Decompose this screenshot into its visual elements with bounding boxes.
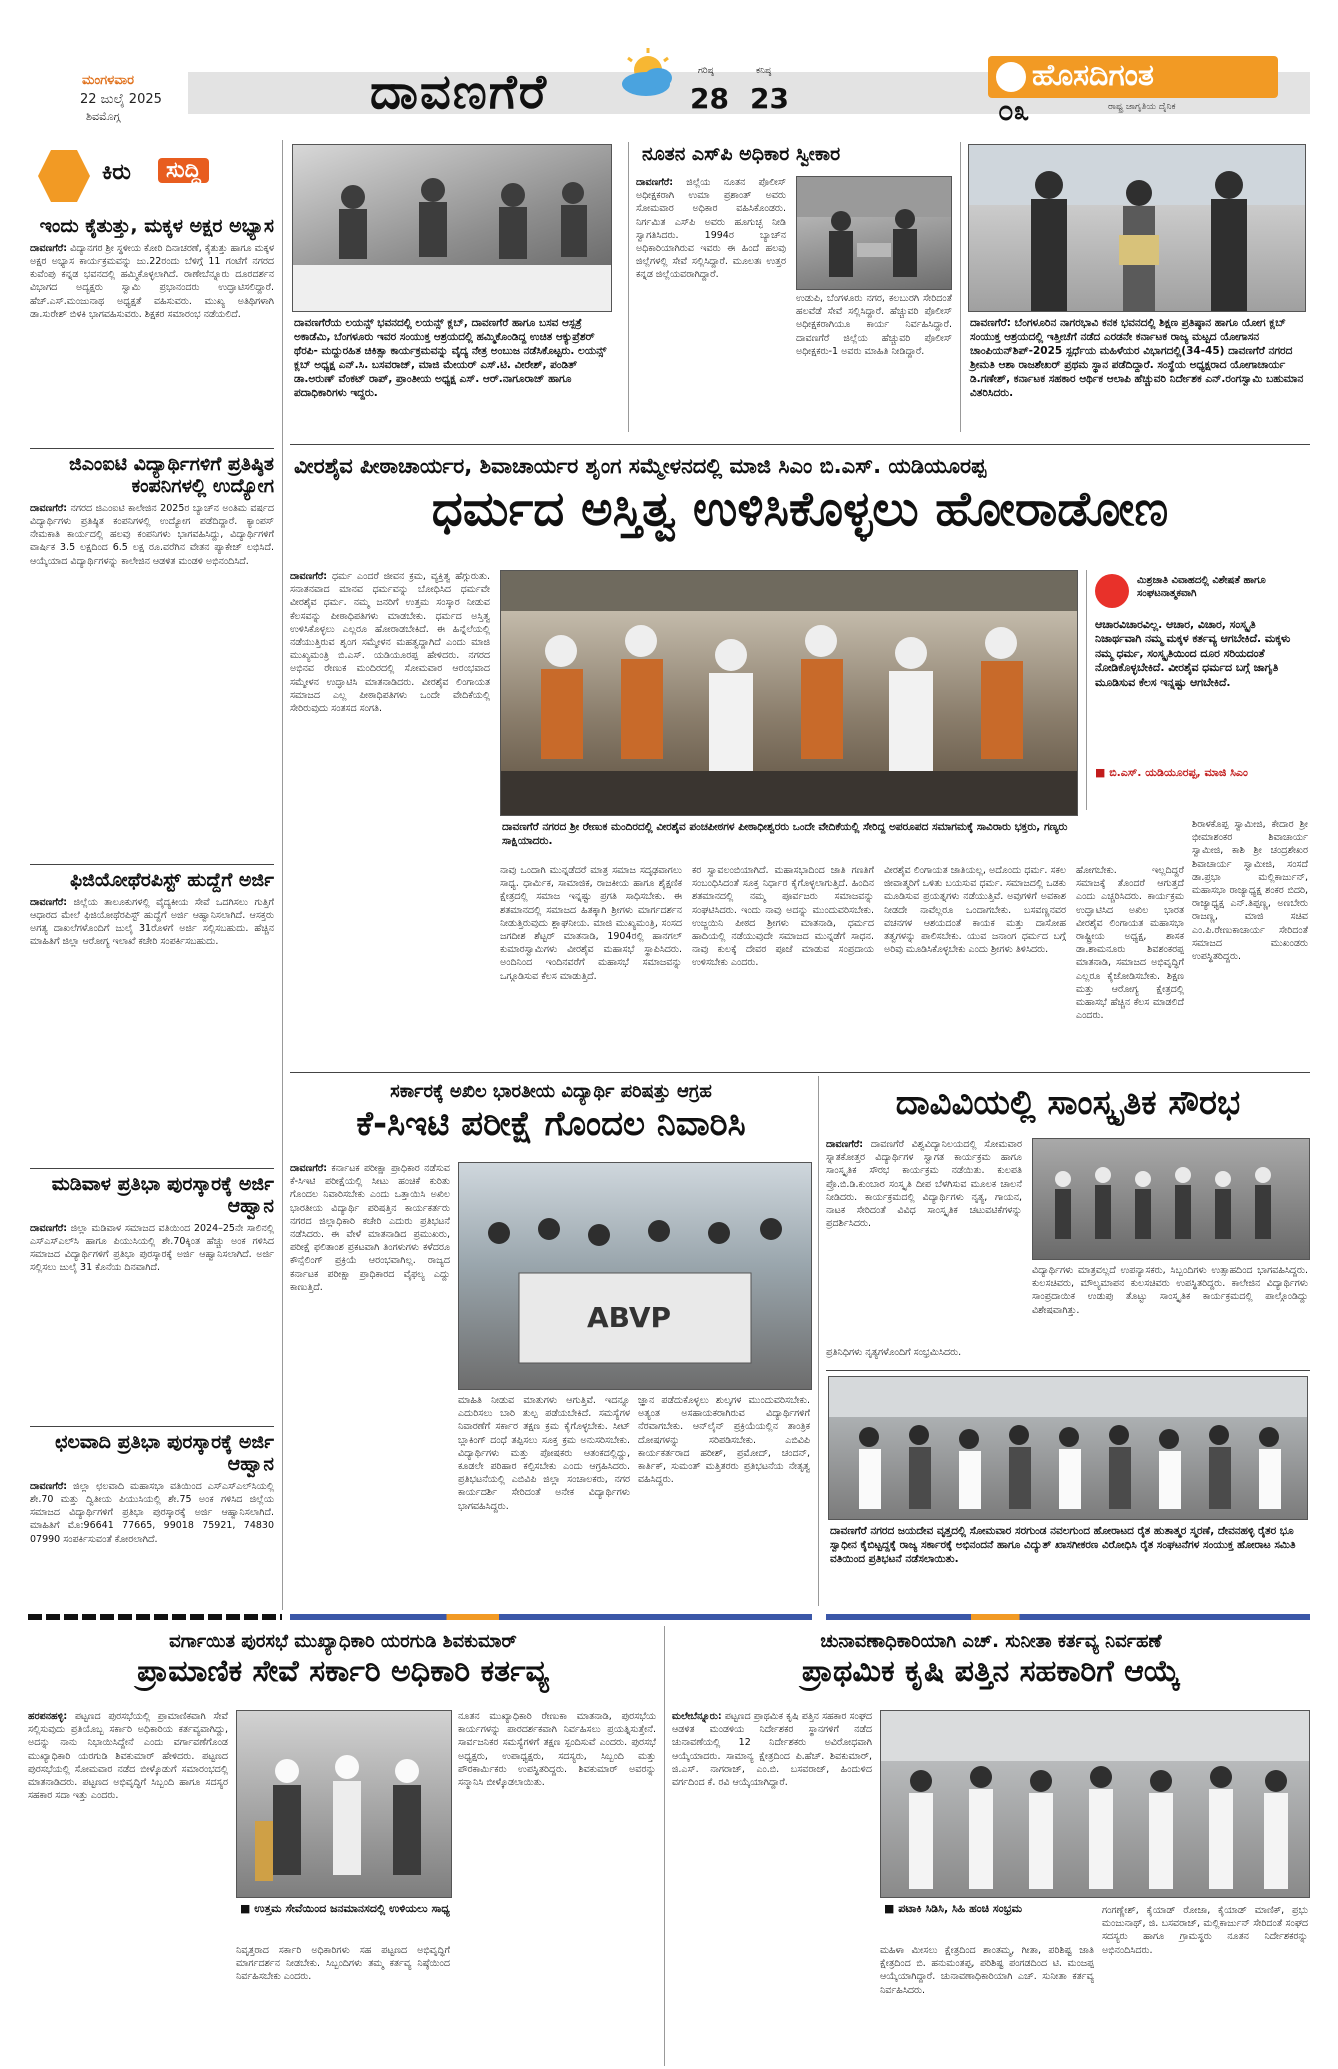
kcet-body-3: ಜ್ಞಾನ ಪಡೆದುಕೊಳ್ಳಲು ಶುಲ್ಕಗಳ ಮುಂದುವರಿಸಬೇಕು. ಅತ್ಯಂತ ಅಸಹಾಯಕರಾಗಿರುವ ವಿದ್ಯಾರ್ಥಿಗಳಿಗೆ ನೆರವಾಗಬೇಕು. ಆನ್‌ಲೈನ್ ಪ್ರಕ್ರಿಯೆಯಲ್ಲಿನ ತಾಂತ್ರಿಕ ದೋಷಗಳನ್ನು ಸರಿಪಡಿಸಬೇಕು. ಎಬಿವಿಪಿ ಕಾರ್ಯಕರ್ತರಾದ ಹರೀಶ್, ಪ್ರಮೋದ್, ಚಂದನ್, ಕಾರ್ತಿಕ್, ಸುಮಂತ್ ಮತ್ತಿತರರು ಪ್ರತಿಭಟನೆಯ ನೇತೃತ್ವ ವಹಿಸಿದ್ದರು. <box>638 1395 810 1486</box>
weather-min-label: ಕನಿಷ್ಠ <box>756 66 772 76</box>
bottom-left-kicker: ವರ್ಗಾಯಿತ ಪುರಸಭೆ ಮುಖ್ಯಾಧಿಕಾರಿ ಯರಗುಡಿ ಶಿವಕುಮಾರ್ <box>169 1631 517 1652</box>
bottom-right-body-1: ಪಟ್ಟಣದ ಪ್ರಾಥಮಿಕ ಕೃಷಿ ಪತ್ತಿನ ಸಹಕಾರ ಸಂಘದ ಆಡಳಿತ ಮಂಡಳಿಯ ನಿರ್ದೇಶಕರ ಸ್ಥಾನಗಳಿಗೆ ನಡೆದ ಚುನಾವಣೆಯಲ್ಲಿ 12 ನಿರ್ದೇಶಕರು ಅವಿರೋಧವಾಗಿ ಆಯ್ಕೆಯಾದರು. ಸಾಮಾನ್ಯ ಕ್ಷೇತ್ರದಿಂದ ಪಿ.ಹೆಚ್. ಶಿವಕುಮಾರ್, ಜಿ.ಎಸ್. ನಾಗರಾಜ್, ಎಂ.ಬಿ. ಬಸವರಾಜ್, ಹಿಂದುಳಿದ ವರ್ಗದಿಂದ ಕೆ. ರವಿ ಆಯ್ಕೆಯಾಗಿದ್ದಾರೆ. <box>672 1711 872 1789</box>
davivi-body-1: ದಾವಣಗೆರೆ ವಿಶ್ವವಿದ್ಯಾನಿಲಯದಲ್ಲಿ ಸೋಮವಾರ ಸ್ನಾತಕೋತ್ತರ ವಿದ್ಯಾರ್ಥಿಗಳ ಸ್ವಾಗತ ಕಾರ್ಯಕ್ರಮ ಹಾಗೂ ಸಾಂಸ್ಕೃತಿಕ ಸೌರಭ ಕಾರ್ಯಕ್ರಮ ನಡೆಯಿತು. ಕುಲಪತಿ ಪ್ರೊ.ಬಿ.ಡಿ.ಕುಂಬಾರ ಸಂಸ್ಕೃತಿ ದೀಪ ಬೆಳಗಿಸುವ ಮೂಲಕ ಚಾಲನೆ ನೀಡಿದರು. ಕಾರ್ಯಕ್ರಮದಲ್ಲಿ ವಿದ್ಯಾರ್ಥಿಗಳು ನೃತ್ಯ, ಗಾಯನ, ನಾಟಕ ಸೇರಿದಂತೆ ವಿವಿಧ ಸಾಂಸ್ಕೃತಿಕ ಚಟುವಟಿಕೆಗಳನ್ನು ಪ್ರದರ್ಶಿಸಿದರು. <box>826 1139 1022 1230</box>
weather-min-value: 23 <box>750 82 789 115</box>
paper-name: ಹೊಸದಿಗಂತ <box>1032 58 1154 93</box>
top-story-2-body-b: ಉಡುಪಿ, ಬೆಂಗಳೂರು ನಗರ, ಕಲಬುರಗಿ ಸೇರಿದಂತೆ ಹಲವೆಡೆ ಸೇವೆ ಸಲ್ಲಿಸಿದ್ದಾರೆ. ಹೆಚ್ಚುವರಿ ಪೊಲೀಸ್ ಅಧೀಕ್ಷಕರಾಗಿಯೂ ಕಾರ್ಯ ನಿರ್ವಹಿಸಿದ್ದಾರೆ. ದಾವಣಗೆರೆ ಜಿಲ್ಲೆಯ ಹೆಚ್ಚುವರಿ ಪೊಲೀಸ್ ಅಧೀಕ್ಷಕರು-1 ಅವರು ಮಾಹಿತಿ ನೀಡಿದ್ದಾರೆ. <box>796 293 952 357</box>
bottom-right-kicker: ಚುನಾವಣಾಧಿಕಾರಿಯಾಗಿ ಎಚ್. ಸುನೀತಾ ಕರ್ತವ್ಯ ನಿರ್ವಹಣೆ <box>820 1631 1162 1652</box>
kcet-col-3 <box>638 1394 810 1602</box>
column-rule <box>628 142 629 432</box>
kcet-headline: ಕೆ-ಸಿಇಟಿ ಪರೀಕ್ಷೆ ಗೊಂದಲ ನಿವಾರಿಸಿ <box>356 1103 746 1144</box>
brief-dateline: ದಾವಣಗೆರೆ: <box>30 896 68 908</box>
farmers-protest-photo <box>828 1376 1308 1520</box>
lead-col-1 <box>290 570 490 946</box>
paper-logo <box>988 56 1278 127</box>
section-rule <box>290 1072 1310 1073</box>
top-story-1-caption: ದಾವಣಗೆರೆಯ ಲಯನ್ಸ್ ಭವನದಲ್ಲಿ ಲಯನ್ಸ್ ಕ್ಲಬ್, ದಾವಣಗೆರೆ ಹಾಗೂ ಬಸವ ಆಸ್ಪತ್ರೆ ಅಕಾಡೆಮಿ, ಬೆಂಗಳೂರು ಇವರ ಸಂಯುಕ್ತ ಆಶ್ರಯದಲ್ಲಿ ಹಮ್ಮಿಕೊಂಡಿದ್ದ ಉಚಿತ ಆಕ್ಯುಪ್ರೆಶರ್ ಥೆರಪಿ- ಮದ್ದುರಹಿತ ಚಿಕಿತ್ಸಾ ಕಾರ್ಯಕ್ರಮವನ್ನು ವೈದ್ಯ ನೇತ್ರ ಅಂಬುಜ ನಡೆಸಿಕೊಟ್ಟರು. ಲಯನ್ಸ್ ಕ್ಲಬ್ ಅಧ್ಯಕ್ಷ ಎನ್.ಸಿ. ಬಸವರಾಜ್, ಮಾಜಿ ಮೇಯರ್ ಎಸ್.ಟಿ. ವೀರೇಶ್, ಪಂಡಿತ್ ಡಾ.ಅರುಣ್ ವೆಂಕಟ್ ರಾಪ್, ಪ್ರಾಂತೀಯ ಅಧ್ಯಕ್ಷ ಎಸ್. ಆರ್.ನಾಗೂರಾಜ್ ಹಾಗೂ ಪದಾಧಿಕಾರಿಗಳು ಇದ್ದರು. <box>294 317 607 399</box>
brief-body: ವಿದ್ಯಾನಗರ ಶ್ರೀ ಸ್ಥಳೀಯ ಕೋರಿ ದಿನಾಚರಣೆ, ಕೈತುತ್ತು ಹಾಗೂ ಮಕ್ಕಳ ಅಕ್ಷರ ಅಭ್ಯಾಸ ಕಾರ್ಯಕ್ರಮವನ್ನು ಜು.22ರಂದು ಬೆಳಿಗ್ಗೆ 11 ಗಂಟೆಗೆ ನಗರದ ಕುವೆಂಪು ಕನ್ನಡ ಭವನದಲ್ಲಿ ಹಮ್ಮಿಕೊಳ್ಳಲಾಗಿದೆ. ರಾಣೇಬೆನ್ನೂರು ದೂರದರ್ಶನ ವಿಭಾಗದ ಅದ್ಯಕ್ಷರು ಸ್ವಾಮಿ ಪ್ರಭಾನಂದರು ಉದ್ಘಾಟಿಸಲಿದ್ದಾರೆ. ಹೆಚ್.ಎಸ್.ಮಂಜುನಾಥ ಅಧ್ಯಕ್ಷತೆ ವಹಿಸುವರು. ಮುಖ್ಯ ಅತಿಥಿಗಳಾಗಿ ಡಾ.ಸುರೇಶ್ ಬಿಳಕಿ ಭಾಗವಹಿಸುವರು. ಶಿಕ್ಷಕರ ಸಮಾರಂಭ ನಡೆಯಲಿದೆ. <box>30 242 274 320</box>
kcet-col-2 <box>458 1394 630 1602</box>
davivi-col-2 <box>1032 1264 1308 1364</box>
section-separator-bar <box>826 1614 1310 1620</box>
brief-body: ಜಿಲ್ಲಾ ಮಡಿವಾಳ ಸಮಾಜದ ವತಿಯಿಂದ 2024–25ನೇ ಸಾಲಿನಲ್ಲಿ ಎಸ್ಎಸ್ಎಲ್‌ಸಿ ಹಾಗೂ ಪಿಯುಸಿಯಲ್ಲಿ ಶೇ.70ಕ್ಕಿಂತ ಹೆಚ್ಚು ಅಂಕ ಗಳಿಸಿದ ಸಮಾಜದ ವಿದ್ಯಾರ್ಥಿಗಳಿಗೆ ಪ್ರತಿಭಾ ಪುರಸ್ಕಾರಕ್ಕೆ ಅರ್ಜಿ ಆಹ್ವಾನಿಸಲಾಗಿದೆ. ಅರ್ಜಿ ಸಲ್ಲಿಸಲು ಜುಲೈ 31 ಕೊನೆಯ ದಿನವಾಗಿದೆ. <box>30 1222 274 1274</box>
bottom-right-col-2 <box>880 1944 1094 2066</box>
top-story-2-body-a: ಜಿಲ್ಲೆಯ ನೂತನ ಪೊಲೀಸ್ ಅಧೀಕ್ಷಕರಾಗಿ ಉಮಾ ಪ್ರಶಾಂತ್ ಅವರು ಸೋಮವಾರ ಅಧಿಕಾರ ವಹಿಸಿಕೊಂಡರು. ನಿರ್ಗಮಿತ ಎಸ್‌ಪಿ ಅವರು ಹೂಗುಚ್ಛ ನೀಡಿ ಸ್ವಾಗತಿಸಿದರು. 1994ರ ಬ್ಯಾಚ್‌ನ ಅಧಿಕಾರಿಯಾಗಿರುವ ಇವರು ಈ ಹಿಂದೆ ಹಲವು ಜಿಲ್ಲೆಗಳಲ್ಲಿ ಸೇವೆ ಸಲ್ಲಿಸಿದ್ದಾರೆ. ಮೂಲತಃ ಉತ್ತರ ಕನ್ನಡ ಜಿಲ್ಲೆಯವರಾಗಿದ್ದಾರೆ. <box>636 177 786 281</box>
top-story-2-title: ನೂತನ ಎಸ್‌ಪಿ ಅಧಿಕಾರ ಸ್ವೀಕಾರ <box>642 143 841 165</box>
brief-item <box>30 454 274 854</box>
lead-seers-photo <box>500 570 1078 816</box>
bottom-left-body-1: ಪಟ್ಟಣದ ಪುರಸಭೆಯಲ್ಲಿ ಪ್ರಾಮಾಣಿಕವಾಗಿ ಸೇವೆ ಸಲ್ಲಿಸುವುದು ಪ್ರತಿಯೊಬ್ಬ ಸರ್ಕಾರಿ ಅಧಿಕಾರಿಯ ಕರ್ತವ್ಯವಾಗಿದ್ದು, ಅದನ್ನು ನಾನು ನಿಭಾಯಿಸಿದ್ದೇನೆ ಎಂದು ವರ್ಗಾವಣೆಗೊಂಡ ಮುಖ್ಯಾಧಿಕಾರಿ ಯರಗುಡಿ ಶಿವಕುಮಾರ್ ಹೇಳಿದರು. ಪಟ್ಟಣದ ಪುರಸಭೆಯಲ್ಲಿ ಸೋಮವಾರ ನಡೆದ ಬೀಳ್ಕೊಡುಗೆ ಸಮಾರಂಭದಲ್ಲಿ ಮಾತನಾಡಿದರು. ಪಟ್ಟಣದ ಅಭಿವೃದ್ಧಿಗೆ ಸಿಬ್ಬಂದಿ ಹಾಗೂ ಸದಸ್ಯರ ಸಹಕಾರ ಸದಾ ಇತ್ತು ಎಂದರು. <box>28 1711 228 1802</box>
kcet-story <box>290 1076 812 1606</box>
date-label: 22 ಜುಲೈ 2025 <box>80 92 162 107</box>
brief-column <box>28 140 276 1620</box>
quote-mark-icon <box>1095 574 1129 608</box>
brief-hand-icon <box>38 150 90 202</box>
top-story-2-dateline: ದಾವಣಗೆರೆ: <box>636 177 674 188</box>
lions-event-photo <box>292 144 612 312</box>
davivi-dateline: ದಾವಣಗೆರೆ: <box>826 1139 864 1150</box>
lead-col-3 <box>692 864 874 1064</box>
lead-kicker: ವೀರಶೈವ ಪೀಠಾಚಾರ್ಯರ, ಶಿವಾಚಾರ್ಯರ ಶೃಂಗ ಸಮ್ಮೇಳನದಲ್ಲಿ ಮಾಜಿ ಸಿಎಂ ಬಿ.ಎಸ್. ಯಡಿಯೂರಪ್ಪ <box>294 454 987 478</box>
section-rule <box>826 1370 1310 1371</box>
section-separator-dots <box>28 1614 282 1620</box>
brief-title: ಜಿಎಂಐಟಿ ವಿದ್ಯಾರ್ಥಿಗಳಿಗೆ ಪ್ರತಿಷ್ಠಿತ ಕಂಪನಿಗಳಲ್ಲಿ ಉದ್ಯೋಗ <box>68 454 274 497</box>
lead-col-6 <box>1192 818 1308 1064</box>
lead-story <box>290 448 1310 1068</box>
lead-quote-attribution: ■ ಬಿ.ಎಸ್. ಯಡಿಯೂರಪ್ಪ, ಮಾಜಿ ಸಿಎಂ <box>1095 766 1248 779</box>
lead-photo-caption: ದಾವಣಗೆರೆ ನಗರದ ಶ್ರೀ ರೇಣುಕ ಮಂದಿರದಲ್ಲಿ ವೀರಶೈವ ಪಂಚಪೀಠಗಳ ಪೀಠಾಧೀಶ್ವರರು ಒಂದೇ ವೇದಿಕೆಯಲ್ಲಿ ಸೇರಿದ್ದ ಅಪರೂಪದ ಸಮಾಗಮಕ್ಕೆ ಸಾವಿರಾರು ಭಕ್ತರು, ಗಣ್ಯರು ಸಾಕ್ಷಿಯಾದರು. <box>502 821 1068 847</box>
brief-label-b: ಸುದ್ದಿ <box>158 158 209 183</box>
weather-max-label: ಗರಿಷ್ಠ <box>698 66 714 76</box>
column-rule <box>960 142 961 432</box>
top-story-1 <box>290 142 616 442</box>
district-label: ಶಿವಮೊಗ್ಗ <box>86 110 121 123</box>
brief-divider <box>30 1168 274 1169</box>
bottom-right-body-2: ಮಹಿಳಾ ಮೀಸಲು ಕ್ಷೇತ್ರದಿಂದ ಶಾಂತಮ್ಮ, ಗೀತಾ, ಪರಿಶಿಷ್ಟ ಜಾತಿ ಕ್ಷೇತ್ರದಿಂದ ಬಿ. ಹನುಮಂತಪ್ಪ, ಪರಿಶಿಷ್ಟ ಪಂಗಡದಿಂದ ಟಿ. ಮಂಜಪ್ಪ ಆಯ್ಕೆಯಾಗಿದ್ದಾರೆ. ಚುನಾವಣಾಧಿಕಾರಿಯಾಗಿ ಎಚ್. ಸುನೀತಾ ಕರ್ತವ್ಯ ನಿರ್ವಹಿಸಿದರು. <box>880 1945 1094 1996</box>
brief-item <box>30 1174 274 1424</box>
section-separator-bar <box>290 1614 812 1620</box>
top-story-3 <box>966 142 1310 442</box>
brief-divider <box>30 448 274 449</box>
brief-title: ಇಂದು ಕೈತುತ್ತು, ಮಕ್ಕಳ ಅಕ್ಷರ ಅಭ್ಯಾಸ <box>39 216 274 237</box>
brief-dateline: ದಾವಣಗೆರೆ: <box>30 242 68 254</box>
farmers-protest-story <box>826 1374 1310 1610</box>
brief-badge <box>38 150 253 202</box>
column-rule <box>282 140 283 1610</box>
bottom-right-col-1 <box>672 1710 872 2066</box>
lead-headline: ಧರ್ಮದ ಅಸ್ತಿತ್ವ ಉಳಿಸಿಕೊಳ್ಳಲು ಹೋರಾಡೋಣ <box>431 481 1169 538</box>
lead-dateline: ದಾವಣಗೆರೆ: <box>290 571 328 582</box>
edition-city-title: ದಾವಣಗೆರೆ <box>370 64 549 120</box>
bottom-left-col-1 <box>28 1710 228 2066</box>
bottom-right-body-3: ಗಂಗಣ್ಣೇಶ್, ಕೈಯಾಡ್ ರೋಜಾ, ಕೈಯಾಡ್ ಮಾಣಿಕ್, ಪ್ರಭು ಮಂಜುನಾಥ್, ಜಿ. ಬಸವರಾಜ್, ಮಲ್ಲಿಕಾರ್ಜುನ್ ಸೇರಿದಂತೆ ಸಂಘದ ಸದಸ್ಯರು ಹಾಗೂ ಗ್ರಾಮಸ್ಥರು ನೂತನ ನಿರ್ದೇಶಕರನ್ನು ಅಭಿನಂದಿಸಿದರು. <box>1102 1905 1308 1956</box>
brief-dateline: ದಾವಣಗೆರೆ: <box>30 502 68 514</box>
lead-body-4: ವೀರಶೈವ ಲಿಂಗಾಯತ ಜಾತಿಯಲ್ಲ, ಅದೊಂದು ಧರ್ಮ. ಸಕಲ ಜೀವಾತ್ಮರಿಗೆ ಒಳಿತು ಬಯಸುವ ಧರ್ಮ. ಸಮಾಜದಲ್ಲಿ ಒಡಕು ಮೂಡಿಸುವ ಪ್ರಯತ್ನಗಳು ನಡೆಯುತ್ತಿವೆ. ಅವುಗಳಿಗೆ ಅವಕಾಶ ನೀಡದೇ ನಾವೆಲ್ಲರೂ ಒಂದಾಗಬೇಕು. ಬಸವಣ್ಣನವರ ವಚನಗಳ ಆಶಯದಂತೆ ಕಾಯಕ ಮತ್ತು ದಾಸೋಹ ತತ್ವಗಳನ್ನು ಪಾಲಿಸಬೇಕು. ಯುವ ಜನಾಂಗ ಧರ್ಮದ ಬಗ್ಗೆ ಅರಿವು ಮೂಡಿಸಿಕೊಳ್ಳಬೇಕು ಎಂದು ಶ್ರೀಗಳು ತಿಳಿಸಿದರು. <box>884 865 1066 956</box>
davivi-story <box>826 1076 1310 1366</box>
top-story-2-col-a <box>636 176 786 432</box>
weather-icon <box>618 44 678 104</box>
brief-body: ಜಿಲ್ಲೆಯ ತಾಲೂಕುಗಳಲ್ಲಿ ವೈದ್ಯಕೀಯ ಸೇವೆ ಒದಗಿಸಲು ಗುತ್ತಿಗೆ ಆಧಾರದ ಮೇಲೆ ಫಿಜಿಯೋಥೆರಪಿಸ್ಟ್ ಹುದ್ದೆಗೆ ಅರ್ಜಿ ಆಹ್ವಾನಿಸಲಾಗಿದೆ. ಆಸಕ್ತರು ಅಗತ್ಯ ದಾಖಲೆಗಳೊಂದಿಗೆ ಜುಲೈ 31ರೊಳಗೆ ಅರ್ಜಿ ಸಲ್ಲಿಸಬಹುದು. ಹೆಚ್ಚಿನ ಮಾಹಿತಿಗೆ ಜಿಲ್ಲಾ ಆರೋಗ್ಯ ಇಲಾಖೆ ಕಚೇರಿ ಸಂಪರ್ಕಿಸಬಹುದು. <box>30 896 274 948</box>
brief-dateline: ದಾವಣಗೆರೆ: <box>30 1222 68 1234</box>
top-story-2 <box>636 142 954 432</box>
davivi-col-1 <box>826 1138 1022 1364</box>
farewell-photo-note: ■ ಉತ್ತಮ ಸೇವೆಯಿಂದ ಜನಮಾನಸದಲ್ಲಿ ಉಳಿಯಲು ಸಾಧ್ಯ <box>240 1902 450 1915</box>
sp-handover-photo <box>796 176 952 290</box>
brief-item <box>30 216 274 446</box>
weather-max-value: 28 <box>690 82 729 115</box>
logo-emblem-icon <box>996 62 1026 92</box>
davivi-headline: ದಾವಿವಿಯಲ್ಲಿ ಸಾಂಸ್ಕೃತಿಕ ಸೌರಭ <box>895 1083 1241 1123</box>
bottom-left-story <box>28 1626 658 2066</box>
page-number: ೦೩ <box>998 94 1030 127</box>
lead-col-5 <box>1076 864 1184 1064</box>
davivi-body-2: ವಿದ್ಯಾರ್ಥಿಗಳು ಮಾತ್ರವಲ್ಲದೆ ಉಪನ್ಯಾಸಕರು, ಸಿಬ್ಬಂದಿಗಳು ಉತ್ಸಾಹದಿಂದ ಭಾಗವಹಿಸಿದ್ದರು. ಕುಲಸಚಿವರು, ಮೌಲ್ಯಮಾಪನ ಕುಲಸಚಿವರು ಉಪಸ್ಥಿತರಿದ್ದರು. ಕಾಲೇಜಿನ ವಿದ್ಯಾರ್ಥಿಗಳು ಸಾಂಪ್ರದಾಯಿಕ ಉಡುಪು ತೊಟ್ಟು ಸಾಂಸ್ಕೃತಿಕ ಕಾರ್ಯಕ್ರಮದಲ್ಲಿ ಪಾಲ್ಗೊಂಡಿದ್ದು ವಿಶೇಷವಾಗಿತ್ತು. <box>1032 1265 1308 1316</box>
brief-divider <box>30 864 274 865</box>
lead-body-3: ಕರ ಸ್ವಾವಲಂಬಿಯಾಗಿದೆ. ಮಹಾಸಭಾದಿಂದ ಜಾತಿ ಗಣತಿಗೆ ಸಂಬಂಧಿಸಿದಂತೆ ಸೂಕ್ತ ನಿರ್ಧಾರ ಕೈಗೊಳ್ಳಲಾಗುತ್ತಿದೆ. ಹಿಂದಿನ ಶತಮಾನದಲ್ಲಿ ನಮ್ಮ ಪೂರ್ವಜರು ಸಮಾಜವನ್ನು ಸಂಘಟಿಸಿದರು. ಇಂದು ನಾವು ಅದನ್ನು ಮುಂದುವರಿಸಬೇಕು. ಉಜ್ಜಯಿನಿ ಪೀಠದ ಶ್ರೀಗಳು ಮಾತನಾಡಿ, ಧರ್ಮದ ಹಾದಿಯಲ್ಲಿ ನಡೆಯುವುದೇ ಸಮಾಜದ ಮುನ್ನಡೆಗೆ ಸಾಧನ. ನಾವು ಕುಲಕ್ಕೆ ದೇವರ ಪೂಜೆ ಮಾಡುವ ಸಂಪ್ರದಾಯ ಉಳಿಸಬೇಕು ಎಂದರು. <box>692 865 874 969</box>
abvp-banner-text: ABVP <box>587 1301 672 1334</box>
brief-divider <box>30 1426 274 1427</box>
bottom-left-body-2: ನೂತನ ಮುಖ್ಯಾಧಿಕಾರಿ ರೇಣುಕಾ ಮಾತನಾಡಿ, ಪುರಸಭೆಯ ಕಾರ್ಯಗಳನ್ನು ಪಾರದರ್ಶಕವಾಗಿ ನಿರ್ವಹಿಸಲು ಪ್ರಯತ್ನಿಸುತ್ತೇನೆ. ಸಾರ್ವಜನಿಕರ ಸಮಸ್ಯೆಗಳಿಗೆ ತಕ್ಷಣ ಸ್ಪಂದಿಸುವೆ ಎಂದರು. ಪುರಸಭೆ ಅಧ್ಯಕ್ಷರು, ಉಪಾಧ್ಯಕ್ಷರು, ಸದಸ್ಯರು, ಸಿಬ್ಬಂದಿ ಮತ್ತು ಪೌರಕಾರ್ಮಿಕರು ಉಪಸ್ಥಿತರಿದ್ದರು. ಶಿವಕುಮಾರ್ ಅವರನ್ನು ಸನ್ಮಾನಿಸಿ ಬೀಳ್ಕೊಡಲಾಯಿತು. <box>458 1711 656 1789</box>
lead-col-2 <box>500 864 682 1064</box>
lead-body-2: ನಾವು ಒಂದಾಗಿ ಮುನ್ನಡೆದರೆ ಮಾತ್ರ ಸಮಾಜ ಸದೃಢವಾಗಲು ಸಾಧ್ಯ. ಧಾರ್ಮಿಕ, ಸಾಮಾಜಿಕ, ರಾಜಕೀಯ ಹಾಗೂ ಶೈಕ್ಷಣಿಕ ಕ್ಷೇತ್ರದಲ್ಲಿ ಸಮಾಜ ಇನ್ನಷ್ಟು ಪ್ರಗತಿ ಸಾಧಿಸಬೇಕು. ಈ ಶತಮಾನದಲ್ಲಿ ಸಮಾಜದ ಹಿತಕ್ಕಾಗಿ ಶ್ರೀಗಳು ಮಾರ್ಗದರ್ಶನ ನೀಡುತ್ತಿರುವುದು ಶ್ಲಾಘನೀಯ. ಮಾಜಿ ಮುಖ್ಯಮಂತ್ರಿ, ಸಂಸದ ಜಗದೀಶ ಶೆಟ್ಟರ್ ಮಾತನಾಡಿ, 1904ರಲ್ಲಿ ಹಾನಗಲ್ ಕುಮಾರಸ್ವಾಮಿಗಳು ವೀರಶೈವ ಮಹಾಸಭೆ ಸ್ಥಾಪಿಸಿದರು. ಅಂದಿನಿಂದ ಇಂದಿನವರೆಗೆ ಮಹಾಸಭೆ ಸಮಾಜವನ್ನು ಒಗ್ಗೂಡಿಸುವ ಕೆಲಸ ಮಾಡುತ್ತಿದೆ. <box>500 865 682 982</box>
brief-dateline: ದಾವಣಗೆರೆ: <box>30 1480 68 1492</box>
cooperative-photo-note: ■ ಪಟಾಕಿ ಸಿಡಿಸಿ, ಸಿಹಿ ಹಂಚಿ ಸಂಭ್ರಮ <box>884 1902 1023 1915</box>
brief-title: ಮಡಿವಾಳ ಪ್ರತಿಭಾ ಪುರಸ್ಕಾರಕ್ಕೆ ಅರ್ಜಿ ಆಹ್ವಾನ <box>51 1174 274 1217</box>
bottom-left-dateline: ಹರಪನಹಳ್ಳಿ: <box>28 1711 68 1722</box>
kcet-body-1: ಕರ್ನಾಟಕ ಪರೀಕ್ಷಾ ಪ್ರಾಧಿಕಾರ ನಡೆಸುವ ಕೆ-ಸಿಇಟಿ ಪರೀಕ್ಷೆಯಲ್ಲಿ ಸೀಟು ಹಂಚಿಕೆ ಕುರಿತು ಗೊಂದಲ ನಿವಾರಿಸಬೇಕು ಎಂದು ಒತ್ತಾಯಿಸಿ ಅಖಿಲ ಭಾರತೀಯ ವಿದ್ಯಾರ್ಥಿ ಪರಿಷತ್ತಿನ ಕಾರ್ಯಕರ್ತರು ನಗರದ ಜಿಲ್ಲಾಧಿಕಾರಿ ಕಚೇರಿ ಎದುರು ಪ್ರತಿಭಟನೆ ನಡೆಸಿದರು. ಈ ವೇಳೆ ಮಾತನಾಡಿದ ಪ್ರಮುಖರು, ಪರೀಕ್ಷೆ ಫಲಿತಾಂಶ ಪ್ರಕಟವಾಗಿ ತಿಂಗಳುಗಳು ಕಳೆದರೂ ಕೌನ್ಸೆಲಿಂಗ್ ಪ್ರಕ್ರಿಯೆ ಆರಂಭವಾಗಿಲ್ಲ. ರಾಜ್ಯದ ಕರ್ನಾಟಕ ಪರೀಕ್ಷಾ ಪ್ರಾಧಿಕಾರದ ವೈಫಲ್ಯ ಎದ್ದು ಕಾಣುತ್ತಿದೆ. <box>290 1163 450 1293</box>
bottom-right-story <box>672 1626 1310 2066</box>
brief-body: ನಗರದ ಜಿಎಂಐಟಿ ಕಾಲೇಜಿನ 2025ರ ಬ್ಯಾಚ್‌ನ ಅಂತಿಮ ವರ್ಷದ ವಿದ್ಯಾರ್ಥಿಗಳು ಪ್ರತಿಷ್ಠಿತ ಕಂಪನಿಗಳಲ್ಲಿ ಉದ್ಯೋಗ ಪಡೆದಿದ್ದಾರೆ. ಕ್ಯಾಂಪಸ್ ನೇಮಕಾತಿ ಕಾರ್ಯದಲ್ಲಿ ಹಲವು ಕಂಪನಿಗಳು ಭಾಗವಹಿಸಿದ್ದು, ವಿದ್ಯಾರ್ಥಿಗಳಿಗೆ ವಾರ್ಷಿಕ 3.5 ಲಕ್ಷದಿಂದ 6.5 ಲಕ್ಷ ರೂ.ವರೆಗಿನ ವೇತನ ಪ್ಯಾಕೇಜ್ ಲಭಿಸಿದೆ. ಆಯ್ಕೆಯಾದ ವಿದ್ಯಾರ್ಥಿಗಳನ್ನು ಕಾಲೇಜಿನ ಆಡಳಿತ ಮಂಡಳಿ ಅಭಿನಂದಿಸಿದೆ. <box>30 502 274 567</box>
kcet-body-2: ಮಾಹಿತಿ ನೀಡುವ ಮಾತುಗಳು ಆಗುತ್ತಿವೆ. ಇದನ್ನೂ ಎದುರಿಸಲು ಬಾರಿ ತುಲ್ಪ ಪಡೆಯಬೇಕಿದೆ. ಸಮಸ್ಯೆಗಳ ನಿವಾರಣೆಗೆ ಸರ್ಕಾರ ತಕ್ಷಣ ಕ್ರಮ ಕೈಗೊಳ್ಳಬೇಕು. ಸೀಟ್ ಬ್ಲಾಕಿಂಗ್ ದಂಧೆ ತಪ್ಪಿಸಲು ಸೂಕ್ತ ಕ್ರಮ ಅನುಸರಿಸಬೇಕು. ವಿದ್ಯಾರ್ಥಿಗಳು ಮತ್ತು ಪೋಷಕರು ಆತಂಕದಲ್ಲಿದ್ದು, ಕೂಡಲೇ ಪರಿಹಾರ ಕಲ್ಪಿಸಬೇಕು ಎಂದು ಆಗ್ರಹಿಸಿದರು. ಪ್ರತಿಭಟನೆಯಲ್ಲಿ ಎಬಿವಿಪಿ ಜಿಲ್ಲಾ ಸಂಚಾಲಕರು, ನಗರ ಕಾರ್ಯದರ್ಶಿ ಸೇರಿದಂತೆ ಅನೇಕ ವಿದ್ಯಾರ್ಥಿಗಳು ಭಾಗವಹಿಸಿದ್ದರು. <box>458 1395 630 1512</box>
section-rule <box>290 444 1310 445</box>
lead-quote-kicker: ಮಿಶ್ರಜಾತಿ ವಿವಾಹದಲ್ಲಿ ವಿಶೇಷತೆ ಹಾಗೂ ಸಂಘಟನಾತ್ಮಕವಾಗಿ <box>1137 575 1266 599</box>
lead-quote-text: ಆಚಾರವಿಚಾರವಿಲ್ಲ. ಆಚಾರ, ವಿಚಾರ, ಸಂಸ್ಕೃತಿ ನಿಜಾರ್ಥವಾಗಿ ನಮ್ಮ ಮಕ್ಕಳ ಕರ್ತವ್ಯ ಆಗಬೇಕಿದೆ. ಮಕ್ಕಳು ನಮ್ಮ ಧರ್ಮ, ಸಂಸ್ಕೃತಿಯಿಂದ ದೂರ ಸರಿಯದಂತೆ ನೋಡಿಕೊಳ್ಳಬೇಕಿದೆ. ವೀರಶೈವ ಧರ್ಮದ ಬಗ್ಗೆ ಜಾಗೃತಿ ಮೂಡಿಸುವ ಕೆಲಸ ಇನ್ನಷ್ಟು ಆಗಬೇಕಿದೆ. <box>1095 618 1291 689</box>
brief-title: ಫಿಜಿಯೋಥೆರಪಿಸ್ಟ್ ಹುದ್ದೆಗೆ ಅರ್ಜಿ <box>69 870 274 891</box>
day-label: ಮಂಗಳವಾರ <box>82 73 135 88</box>
lead-body-5: ಹೋಗಬೇಕು. ಇಲ್ಲದಿದ್ದರೆ ಸಮಾಜಕ್ಕೆ ತೊಂದರೆ ಆಗುತ್ತದೆ ಎಂದು ಎಚ್ಚರಿಸಿದರು. ಕಾರ್ಯಕ್ರಮ ಉದ್ಘಾಟಿಸಿದ ಅಖಿಲ ಭಾರತ ವೀರಶೈವ ಲಿಂಗಾಯತ ಮಹಾಸಭಾ ರಾಷ್ಟ್ರೀಯ ಅಧ್ಯಕ್ಷ, ಶಾಸಕ ಡಾ.ಶಾಮನೂರು ಶಿವಶಂಕರಪ್ಪ ಮಾತನಾಡಿ, ಸಮಾಜದ ಅಭಿವೃದ್ಧಿಗೆ ಎಲ್ಲರೂ ಕೈಜೋಡಿಸಬೇಕು. ಶಿಕ್ಷಣ ಮತ್ತು ಆರೋಗ್ಯ ಕ್ಷೇತ್ರದಲ್ಲಿ ಮಹಾಸಭೆ ಹೆಚ್ಚಿನ ಕೆಲಸ ಮಾಡಲಿದೆ ಎಂದರು. <box>1076 865 1184 1022</box>
lead-body-1: ಧರ್ಮ ಎಂದರೆ ಜೀವನ ಕ್ರಮ, ವ್ಯಕ್ತಿತ್ವ ಹೆಗ್ಗುರುತು. ಸನಾತನವಾದ ಮಾನವ ಧರ್ಮವನ್ನು ಬೋಧಿಸಿದ ಧರ್ಮವೇ ವೀರಶೈವ ಧರ್ಮ. ನಮ್ಮ ಜನರಿಗೆ ಉತ್ತಮ ಸಂಸ್ಕಾರ ನೀಡುವ ಕೆಲಸವನ್ನು ಪೀಠಾಧಿಪತಿಗಳು ಮಾಡಬೇಕು. ಧರ್ಮದ ಅಸ್ತಿತ್ವ ಉಳಿಸಿಕೊಳ್ಳಲು ಎಲ್ಲರೂ ಹೋರಾಡಬೇಕಿದೆ. ಈ ಹಿನ್ನೆಲೆಯಲ್ಲಿ ನಡೆಯುತ್ತಿರುವ ಶೃಂಗ ಸಮ್ಮೇಳನ ಮಹತ್ವದ್ದಾಗಿದೆ ಎಂದು ಮಾಜಿ ಮುಖ್ಯಮಂತ್ರಿ ಬಿ.ಎಸ್. ಯಡಿಯೂರಪ್ಪ ಹೇಳಿದರು. ನಗರದ ಅಭಿನವ ರೇಣುಕ ಮಂದಿರದಲ್ಲಿ ಸೋಮವಾರ ಆರಂಭವಾದ ಸಮ್ಮೇಳನ ಉದ್ಘಾಟಿಸಿ ಮಾತನಾಡಿದರು. ವೀರಶೈವ ಲಿಂಗಾಯತ ಸಮಾಜದ ಎಲ್ಲ ಪೀಠಾಧಿಪತಿಗಳು ಒಂದೇ ವೇದಿಕೆಯಲ್ಲಿ ಸೇರಿರುವುದು ಸಂತಸದ ಸಂಗತಿ. <box>290 571 490 715</box>
davivi-closing: ಪ್ರತಿನಿಧಿಗಳು ನೃತ್ಯಗಳೊಂದಿಗೆ ಸಂಭ್ರಮಿಸಿದರು. <box>826 1347 962 1358</box>
lead-body-6: ಶಿರಾಳಕೊಪ್ಪ ಸ್ವಾಮೀಜಿ, ಕೇದಾರ ಶ್ರೀ ಭೀಮಾಶಂಕರ ಶಿವಾಚಾರ್ಯ ಸ್ವಾಮೀಜಿ, ಕಾಶಿ ಶ್ರೀ ಚಂದ್ರಶೇಖರ ಶಿವಾಚಾರ್ಯ ಸ್ವಾಮೀಜಿ, ಸಂಸದೆ ಡಾ.ಪ್ರಭಾ ಮಲ್ಲಿಕಾರ್ಜುನ್, ಮಹಾಸಭಾ ರಾಜ್ಯಾಧ್ಯಕ್ಷ ಶಂಕರ ಬಿದರಿ, ರಾಜ್ಯಾಧ್ಯಕ್ಷ ಎನ್.ತಿಪ್ಪಣ್ಣ, ಅಣಬೇರು ರಾಜಣ್ಣ, ಮಾಜಿ ಸಚಿವ ಎಂ.ಪಿ.ರೇಣುಕಾಚಾರ್ಯ ಸೇರಿದಂತೆ ಸಮಾಜದ ಮುಖಂಡರು ಉಪಸ್ಥಿತರಿದ್ದರು. <box>1192 819 1308 963</box>
bottom-left-body-3: ನಿವೃತ್ತರಾದ ಸರ್ಕಾರಿ ಅಧಿಕಾರಿಗಳು ಸಹ ಪಟ್ಟಣದ ಅಭಿವೃದ್ಧಿಗೆ ಮಾರ್ಗದರ್ಶನ ನೀಡಬೇಕು. ಸಿಬ್ಬಂದಿಗಳು ತಮ್ಮ ಕರ್ತವ್ಯ ನಿಷ್ಠೆಯಿಂದ ನಿರ್ವಹಿಸಬೇಕು ಎಂದರು. <box>236 1945 450 1983</box>
top-story-3-caption: ದಾವಣಗೆರೆ: ಬೆಂಗಳೂರಿನ ನಾಗರಭಾವಿ ಕನಕ ಭವನದಲ್ಲಿ ಶಿಕ್ಷಣ ಪ್ರತಿಷ್ಠಾನ ಹಾಗೂ ಯೋಗ ಕ್ಲಬ್ ಸಂಯುಕ್ತ ಆಶ್ರಯದಲ್ಲಿ ಇತ್ತೀಚೆಗೆ ನಡೆದ ಎರಡನೇ ಕರ್ನಾಟಕ ರಾಜ್ಯ ಮಟ್ಟದ ಯೋಗಾಸನ ಚಾಂಪಿಯನ್‌ಶಿಪ್-2025 ಸ್ಪರ್ಧೆಯ ಮಹಿಳೆಯರ ವಿಭಾಗದಲ್ಲಿ(34-45) ದಾವಣಗೆರೆ ನಗರದ ಶ್ರೀಮತಿ ಆಶಾ ರಾಜಶೇಖರ್ ಪ್ರಥಮ ಸ್ಥಾನ ಪಡೆದಿದ್ದಾರೆ. ಸಂಸ್ಥೆಯ ಅಧ್ಯಕ್ಷರಾದ ಯೋಗಾಚಾರ್ಯ ಡಿ.ಗಣೇಶ್, ಕರ್ನಾಟಕ ಸಹಕಾರ ಆರ್ಥಿಕ ಆಲಾಪಿ ಹೆಚ್ಚುವರಿ ನಿರ್ದೇಶಕ ಎನ್.ರಂಗಸ್ವಾಮಿ ಬಹುಮಾನ ವಿತರಿಸಿದರು. <box>970 317 1304 399</box>
paper-tagline: ರಾಷ್ಟ್ರ ಜಾಗೃತಿಯ ದೈನಿಕ <box>1108 102 1176 112</box>
bottom-right-col-3 <box>1102 1904 1308 2066</box>
brief-body: ಜಿಲ್ಲಾ ಛಲವಾದಿ ಮಹಾಸಭಾ ವತಿಯಿಂದ ಎಸ್ಎಸ್ಎಲ್‌ಸಿಯಲ್ಲಿ ಶೇ.70 ಮತ್ತು ದ್ವಿತೀಯ ಪಿಯುಸಿಯಲ್ಲಿ ಶೇ.75 ಅಂಕ ಗಳಿಸಿದ ಜಿಲ್ಲೆಯ ಸಮಾಜದ ವಿದ್ಯಾರ್ಥಿಗಳಿಗೆ ಪ್ರತಿಭಾ ಪುರಸ್ಕಾರಕ್ಕೆ ಅರ್ಜಿ ಆಹ್ವಾನಿಸಲಾಗಿದೆ. ಮಾಹಿತಿಗೆ ಮೊ:96641 77665, 99018 75921, 74830 07990 ಸಂಪರ್ಕಿಸುವಂತೆ ಕೋರಲಾಗಿದೆ. <box>30 1480 274 1545</box>
brief-label-a: ಕಿರು <box>102 160 131 185</box>
bottom-right-headline: ಪ್ರಾಥಮಿಕ ಕೃಷಿ ಪತ್ತಿನ ಸಹಕಾರಿಗೆ ಆಯ್ಕೆ <box>801 1653 1181 1689</box>
top-story-2-col-b <box>796 292 952 432</box>
kcet-dateline: ದಾವಣಗೆರೆ: <box>290 1163 328 1174</box>
column-rule <box>664 1626 665 2066</box>
brief-title: ಛಲವಾದಿ ಪ್ರತಿಭಾ ಪುರಸ್ಕಾರಕ್ಕೆ ಅರ್ಜಿ ಆಹ್ವಾನ <box>55 1432 274 1475</box>
bottom-left-col-2 <box>458 1710 656 2066</box>
kcet-kicker: ಸರ್ಕಾರಕ್ಕೆ ಅಖಿಲ ಭಾರತೀಯ ವಿದ್ಯಾರ್ಥಿ ಪರಿಷತ್ತು ಆಗ್ರಹ <box>390 1081 712 1102</box>
yoga-award-photo <box>968 144 1306 312</box>
brief-item <box>30 1432 274 1620</box>
davivi-dance-photo <box>1032 1138 1310 1260</box>
cooperative-photo <box>880 1710 1310 1898</box>
lead-quote-box <box>1086 570 1309 810</box>
farmers-protest-caption: ದಾವಣಗೆರೆ ನಗರದ ಜಯದೇವ ವೃತ್ತದಲ್ಲಿ ಸೋಮವಾರ ಸರಗುಂಡ ನವಲಗುಂದ ಹೋರಾಟದ ರೈತ ಹುತಾತ್ಮರ ಸ್ಮರಣೆ, ದೇವನಹಳ್ಳಿ ರೈತರ ಭೂ ಸ್ವಾಧೀನ ಕೈಬಿಟ್ಟದ್ದಕ್ಕೆ ರಾಜ್ಯ ಸರ್ಕಾರಕ್ಕೆ ಅಭಿನಂದನೆ ಹಾಗೂ ವಿದ್ಯುತ್ ಖಾಸಗೀಕರಣ ವಿರೋಧಿಸಿ ರೈತ ಸಂಘಟನೆಗಳ ಸಂಯುಕ್ತ ಹೋರಾಟ ಸಮಿತಿ ವತಿಯಿಂದ ಪ್ರತಿಭಟನೆ ನಡೆಸಲಾಯಿತು. <box>830 1525 1296 1565</box>
bottom-right-dateline: ಮಲೇಬೆನ್ನೂರು: <box>672 1711 722 1722</box>
column-rule <box>818 1076 819 1606</box>
lead-col-4 <box>884 864 1066 1064</box>
kcet-col-1 <box>290 1162 450 1602</box>
farewell-photo <box>236 1710 452 1898</box>
masthead <box>0 0 1338 132</box>
abvp-protest-photo <box>458 1162 812 1390</box>
bottom-left-col-3 <box>236 1944 450 2066</box>
bottom-left-headline: ಪ್ರಾಮಾಣಿಕ ಸೇವೆ ಸರ್ಕಾರಿ ಅಧಿಕಾರಿ ಕರ್ತವ್ಯ <box>137 1653 549 1689</box>
